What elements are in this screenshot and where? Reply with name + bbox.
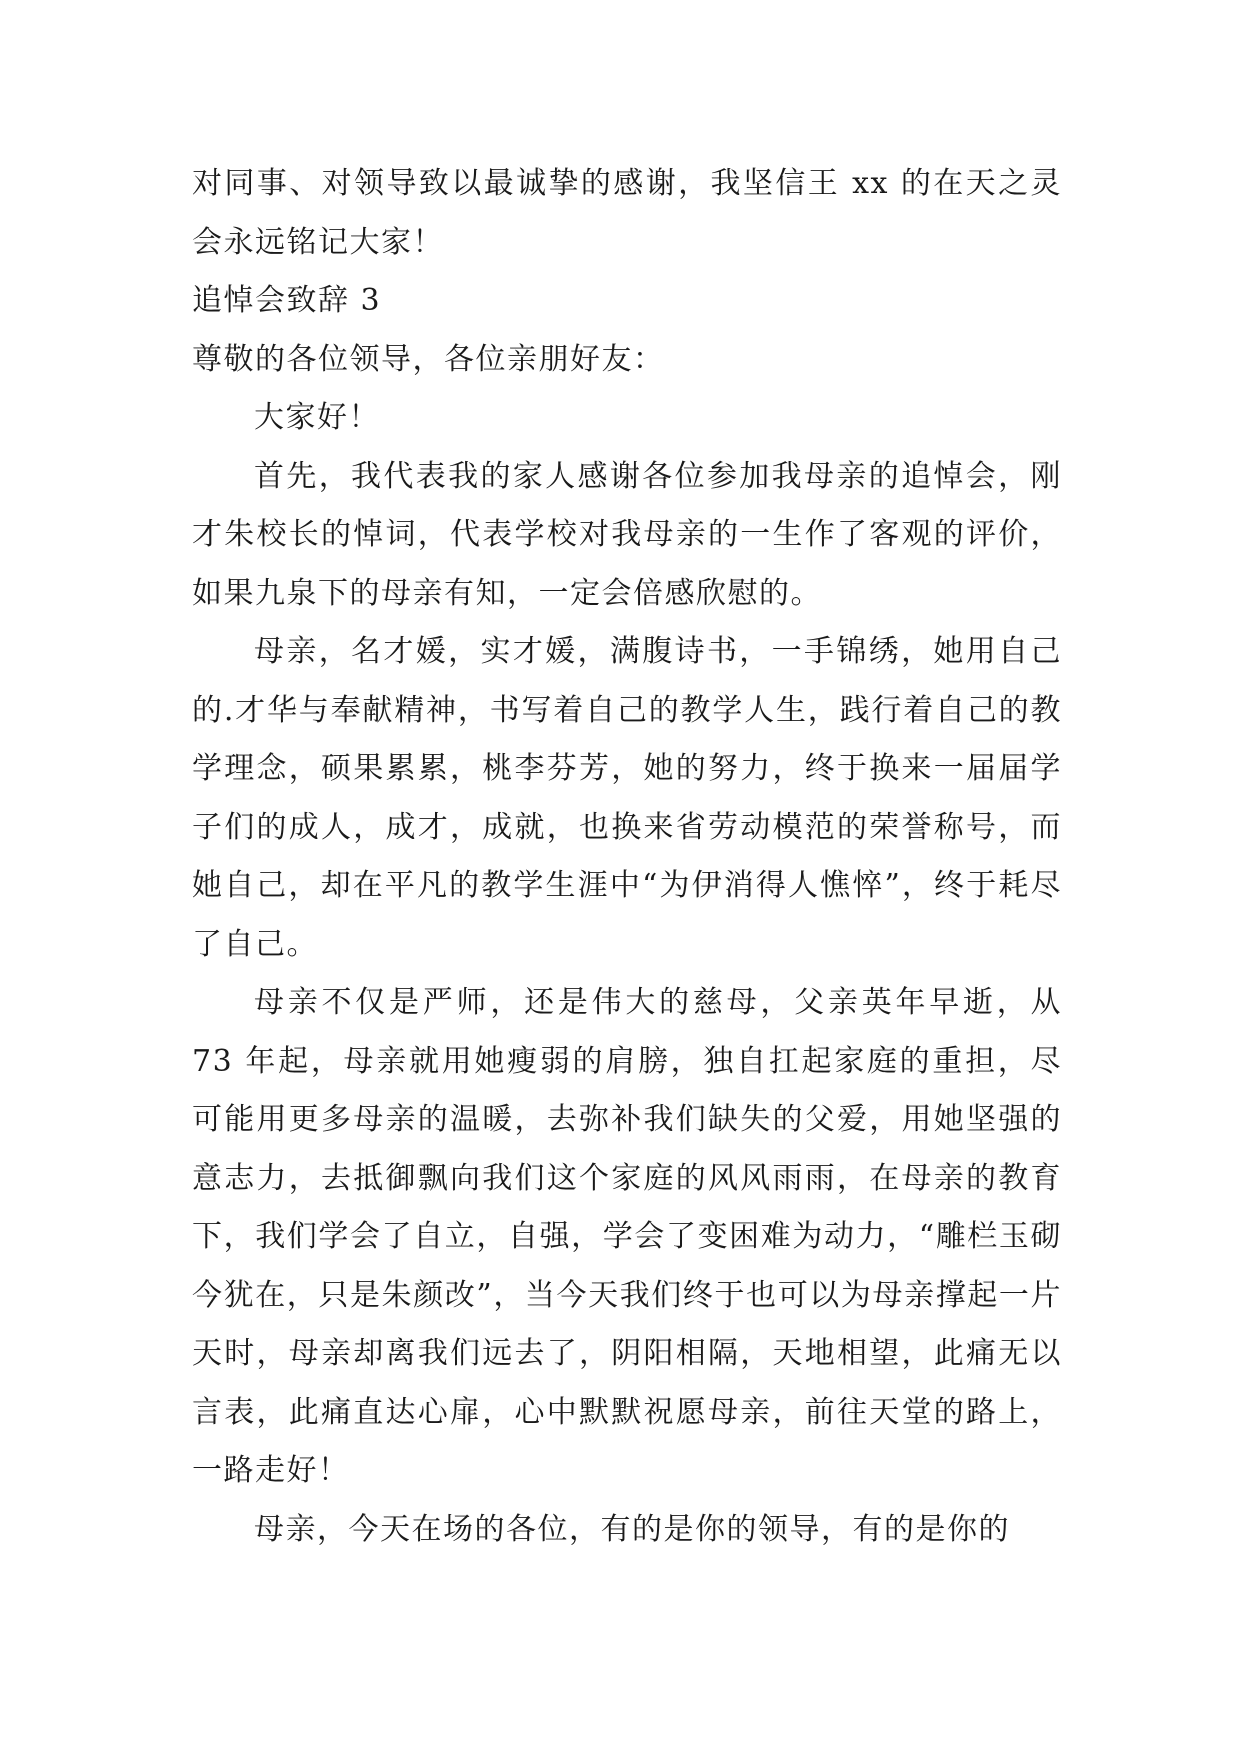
- paragraph-mother-family: 母亲不仅是严师，还是伟大的慈母，父亲英年早逝，从 73 年起，母亲就用她瘦弱的肩膀，独自扛起家庭的重担，尽可能用更多母亲的温暖，去弥补我们缺失的父爱，用她坚强的意志力，去抵御飘向我们这个家庭的风风雨雨，在母亲的教育下，我们学会了自立，自强，学会了变困难为动力，“雕栏玉砌今犹在，只是朱颜改”，当今天我们终于也可以为母亲撑起一片天时，母亲却离我们远去了，阴阳相隔，天地相望，此痛无以言表，此痛直达心扉，心中默默祝愿母亲，前往天堂的路上，一路走好！: [192, 985, 1062, 1488]
- paragraph-attendees: 母亲，今天在场的各位，有的是你的领导，有的是你的: [254, 1511, 1010, 1547]
- paragraph-closing-thanks: 对同事、对领导致以最诚挚的感谢，我坚信王 xx 的在天之灵会永远铭记大家！: [192, 166, 1062, 260]
- paragraph-thanks: 首先，我代表我的家人感谢各位参加我母亲的追悼会，刚才朱校长的悼词，代表学校对我母亲的一生作了客观的评价，如果九泉下的母亲有知，一定会倍感欣慰的。: [192, 458, 1062, 611]
- salutation: 尊敬的各位领导，各位亲朋好友：: [192, 341, 665, 377]
- paragraph-mother-teacher: 母亲，名才媛，实才媛，满腹诗书，一手锦绣，她用自己的.才华与奉献精神，书写着自己的教学人生，践行着自己的教学理念，硕果累累，桃李芬芳，她的努力，终于换来一届届学子们的成人，成才，成就，也换来省劳动模范的荣誉称号，而她自己，却在平凡的教学生涯中“为伊消得人憔悴”，终于耗尽了自己。: [192, 634, 1062, 962]
- section-heading: 追悼会致辞 3: [192, 283, 382, 318]
- document-body: [192, 155, 1062, 1559]
- greeting: 大家好！: [254, 400, 380, 435]
